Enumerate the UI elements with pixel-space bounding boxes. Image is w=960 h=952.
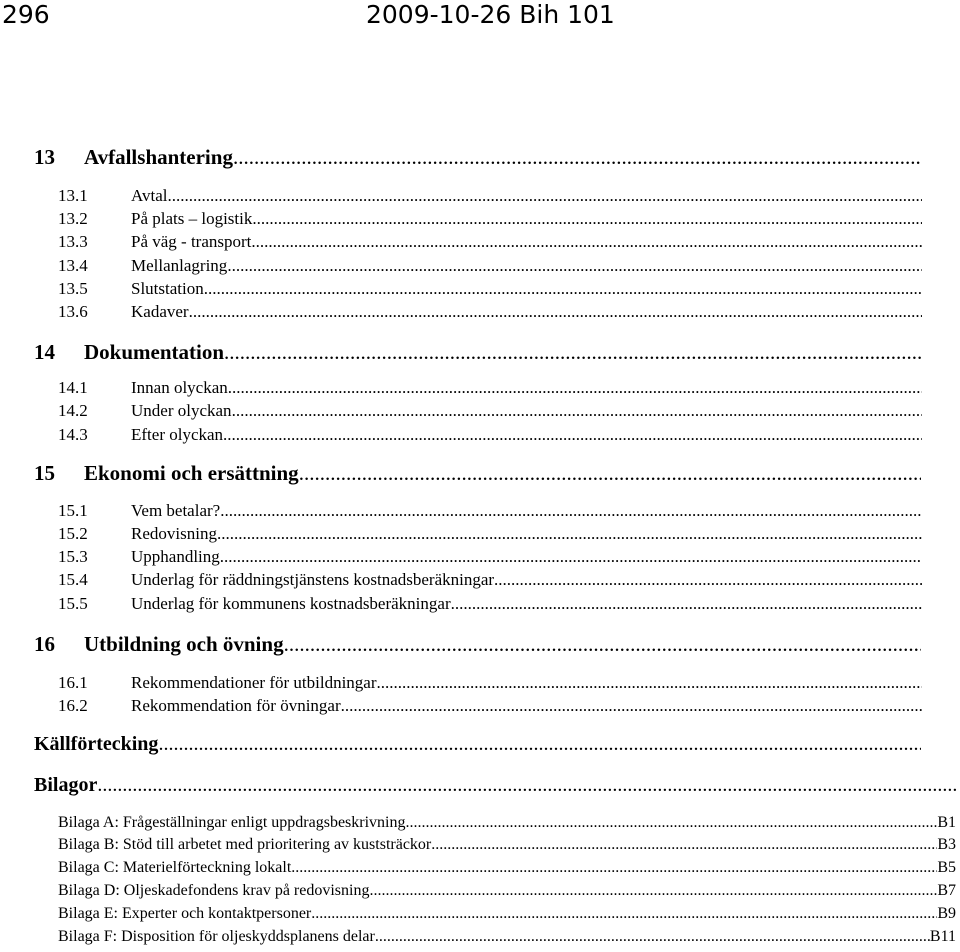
section-title: Avtal xyxy=(131,186,168,205)
section-title: Källförtecking xyxy=(34,733,159,755)
section-title: Underlag för räddningstjänstens kostnadsberäkningar xyxy=(131,570,495,589)
section-number: 13.3 xyxy=(58,232,88,251)
section-number: 15.3 xyxy=(58,547,88,566)
page-ref: B11 xyxy=(929,928,956,945)
dot-leader xyxy=(233,145,921,170)
page-ref: B5 xyxy=(937,859,956,876)
appendix-title: Bilaga C: Materielförteckning lokalt xyxy=(58,859,292,876)
toc-entry-bilaga-a[interactable] xyxy=(58,814,956,832)
dot-leader xyxy=(451,594,922,614)
appendix-title: Bilaga D: Oljeskadefondens krav på redovisning xyxy=(58,882,370,899)
section-title: Bilagor xyxy=(34,774,98,796)
dot-leader xyxy=(227,256,922,276)
toc-entry-bilaga-d[interactable] xyxy=(58,882,956,900)
dot-leader xyxy=(299,461,921,486)
toc-entry-bilaga-f[interactable] xyxy=(58,928,956,946)
section-number: 15.5 xyxy=(58,594,88,613)
toc-entry-15[interactable] xyxy=(34,461,921,486)
toc-entry-13-4[interactable] xyxy=(58,256,922,276)
dot-leader xyxy=(406,814,938,832)
section-title: Upphandling xyxy=(131,547,220,566)
section-number: 15.1 xyxy=(58,501,88,520)
section-title: Avfallshantering xyxy=(84,145,233,169)
toc-entry-15-4[interactable] xyxy=(58,570,922,590)
section-number: 16 xyxy=(34,632,55,656)
section-number: 13.4 xyxy=(58,256,88,275)
toc-entry-16[interactable] xyxy=(34,632,921,657)
dot-leader xyxy=(252,209,922,229)
appendix-title: Bilaga A: Frågeställningar enligt uppdragsbeskrivning xyxy=(58,814,406,831)
appendix-title: Bilaga F: Disposition för oljeskyddsplanens delar xyxy=(58,928,375,945)
section-number: 14.2 xyxy=(58,401,88,420)
document-reference: 2009-10-26 Bih 101 xyxy=(366,0,615,29)
section-number: 16.2 xyxy=(58,696,88,715)
dot-leader xyxy=(168,186,922,206)
section-title: Utbildning och övning xyxy=(84,632,284,656)
dot-leader xyxy=(204,279,922,299)
section-title: Underlag för kommunens kostnadsberäkningar xyxy=(131,594,451,613)
toc-entry-14-2[interactable] xyxy=(58,401,922,421)
section-title: Rekommendationer för utbildningar xyxy=(131,673,377,692)
dot-leader xyxy=(223,425,922,445)
toc-entry-14[interactable] xyxy=(34,340,921,365)
section-title: På plats – logistik xyxy=(131,209,253,228)
section-number: 13.1 xyxy=(58,186,88,205)
section-title: Under olyckan xyxy=(131,401,232,420)
toc-entry-kallforteckning[interactable] xyxy=(34,733,921,756)
dot-leader xyxy=(291,859,937,877)
section-title: Kadaver xyxy=(131,302,189,321)
dot-leader xyxy=(311,905,937,923)
dot-leader xyxy=(369,882,937,900)
section-number: 14.3 xyxy=(58,425,88,444)
dot-leader xyxy=(375,928,930,946)
page-ref: B7 xyxy=(937,882,956,899)
section-number: 13 xyxy=(34,145,55,169)
toc-entry-14-1[interactable] xyxy=(58,378,922,398)
toc-entry-15-3[interactable] xyxy=(58,547,922,567)
section-title: Innan olyckan xyxy=(131,378,228,397)
toc-entry-13-1[interactable] xyxy=(58,186,922,206)
dot-leader xyxy=(232,401,922,421)
section-number: 14.1 xyxy=(58,378,88,397)
dot-leader xyxy=(97,774,957,797)
dot-leader xyxy=(224,340,921,365)
toc-entry-bilaga-c[interactable] xyxy=(58,859,956,877)
dot-leader xyxy=(494,570,922,590)
toc-entry-13[interactable] xyxy=(34,145,921,170)
dot-leader xyxy=(189,302,922,322)
section-title: Slutstation xyxy=(131,279,204,298)
section-title: Ekonomi och ersättning xyxy=(84,461,299,485)
dot-leader xyxy=(251,232,922,252)
toc-entry-bilaga-b[interactable] xyxy=(58,836,956,854)
toc-entry-13-6[interactable] xyxy=(58,302,922,322)
toc-entry-13-3[interactable] xyxy=(58,232,922,252)
dot-leader xyxy=(220,501,922,521)
toc-entry-bilaga-e[interactable] xyxy=(58,905,956,923)
section-number: 15.4 xyxy=(58,570,88,589)
dot-leader xyxy=(228,378,922,398)
toc-entry-16-2[interactable] xyxy=(58,696,922,716)
toc-entry-13-5[interactable] xyxy=(58,279,922,299)
page-ref: B3 xyxy=(937,836,956,853)
toc-entry-13-2[interactable] xyxy=(58,209,922,229)
toc-entry-15-1[interactable] xyxy=(58,501,922,521)
section-title: Mellanlagring xyxy=(131,256,228,275)
section-number: 13.5 xyxy=(58,279,88,298)
section-number: 13.2 xyxy=(58,209,88,228)
toc-entry-16-1[interactable] xyxy=(58,673,922,693)
section-title: På väg - transport xyxy=(131,232,252,251)
page-ref: B1 xyxy=(937,814,956,831)
dot-leader xyxy=(341,696,922,716)
section-title: Efter olyckan xyxy=(131,425,224,444)
page-number: 296 xyxy=(2,0,50,29)
section-title: Redovisning xyxy=(131,524,217,543)
dot-leader xyxy=(217,524,922,544)
dot-leader xyxy=(158,733,921,756)
toc-entry-bilagor[interactable] xyxy=(34,774,957,797)
section-number: 13.6 xyxy=(58,302,88,321)
section-title: Dokumentation xyxy=(84,340,225,364)
toc-entry-15-2[interactable] xyxy=(58,524,922,544)
dot-leader xyxy=(431,836,937,854)
toc-entry-14-3[interactable] xyxy=(58,425,922,445)
appendix-title: Bilaga B: Stöd till arbetet med prioritering av kuststräckor xyxy=(58,836,432,853)
dot-leader xyxy=(284,632,921,657)
dot-leader xyxy=(220,547,922,567)
dot-leader xyxy=(377,673,923,693)
section-number: 16.1 xyxy=(58,673,88,692)
appendix-title: Bilaga E: Experter och kontaktpersoner xyxy=(58,905,312,922)
section-title: Vem betalar? xyxy=(131,501,221,520)
section-number: 15.2 xyxy=(58,524,88,543)
section-number: 15 xyxy=(34,461,55,485)
section-number: 14 xyxy=(34,340,55,364)
section-title: Rekommendation för övningar xyxy=(131,696,341,715)
page-ref: B9 xyxy=(937,905,956,922)
toc-entry-15-5[interactable] xyxy=(58,594,922,614)
